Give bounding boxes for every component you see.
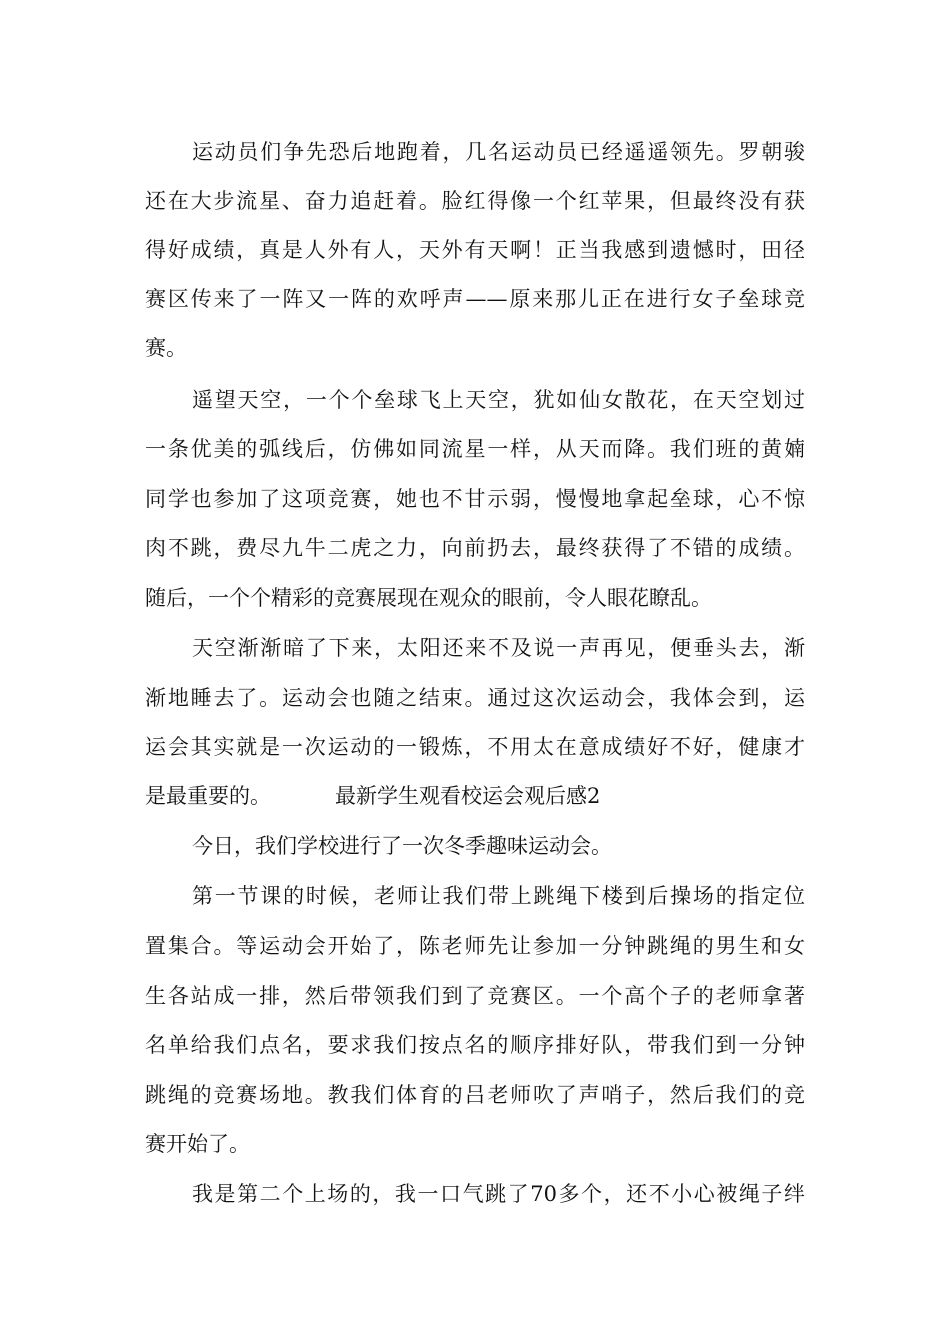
text-line: 肉不跳，费尽九牛二虎之力，向前扔去，最终获得了不错的成绩。: [145, 536, 805, 560]
text-line: 天空渐渐暗了下来，太阳还来不及说一声再见，便垂头去，渐: [192, 636, 805, 660]
text-line: 渐地睡去了。运动会也随之结束。通过这次运动会，我体会到，运: [145, 686, 805, 710]
text-line: 同学也参加了这项竞赛，她也不甘示弱，慢慢地拿起垒球，心不惊: [145, 487, 805, 511]
text-line: 运会其实就是一次运动的一锻炼，不用太在意成绩好不好，健康才: [145, 735, 805, 759]
text-line: 赛开始了。: [145, 1132, 250, 1156]
text-line: 跳绳的竞赛场地。教我们体育的吕老师吹了声哨子，然后我们的竞: [145, 1083, 805, 1107]
text-line: 一条优美的弧线后，仿佛如同流星一样，从天而降。我们班的黄婻: [145, 437, 805, 461]
text-line: 置集合。等运动会开始了，陈老师先让参加一分钟跳绳的男生和女: [145, 934, 805, 958]
text-line: 还在大步流星、奋力追赶着。脸红得像一个红苹果，但最终没有获: [145, 189, 805, 213]
text-line: 名单给我们点名，要求我们按点名的顺序排好队，带我们到一分钟: [145, 1033, 805, 1057]
text-line: 生各站成一排，然后带领我们到了竞赛区。一个高个子的老师拿著: [145, 984, 805, 1008]
text-line: 赛区传来了一阵又一阵的欢呼声——原来那儿正在进行女子垒球竞: [145, 287, 805, 311]
text-line: 赛。: [145, 336, 187, 360]
article-title: 最新学生观看校运会观后感2: [335, 784, 601, 808]
text-line: 运动员们争先恐后地跑着，几名运动员已经遥遥领先。罗朝骏: [192, 140, 805, 164]
text-line: 得好成绩，真是人外有人，天外有天啊！正当我感到遗憾时，田径: [145, 238, 805, 262]
text-line: 我是第二个上场的，我一口气跳了70多个，还不小心被绳子绊: [192, 1182, 805, 1206]
text-line-end: 是最重要的。: [145, 784, 271, 808]
text-line: 遥望天空，一个个垒球飞上天空，犹如仙女散花，在天空划过: [192, 388, 805, 412]
text-line: [145, 776, 805, 816]
text-line: 今日，我们学校进行了一次冬季趣味运动会。: [192, 834, 612, 858]
text-line: 随后，一个个精彩的竞赛展现在观众的眼前，令人眼花瞭乱。: [145, 586, 712, 610]
text-line: 第一节课的时候，老师让我们带上跳绳下楼到后操场的指定位: [192, 884, 805, 908]
